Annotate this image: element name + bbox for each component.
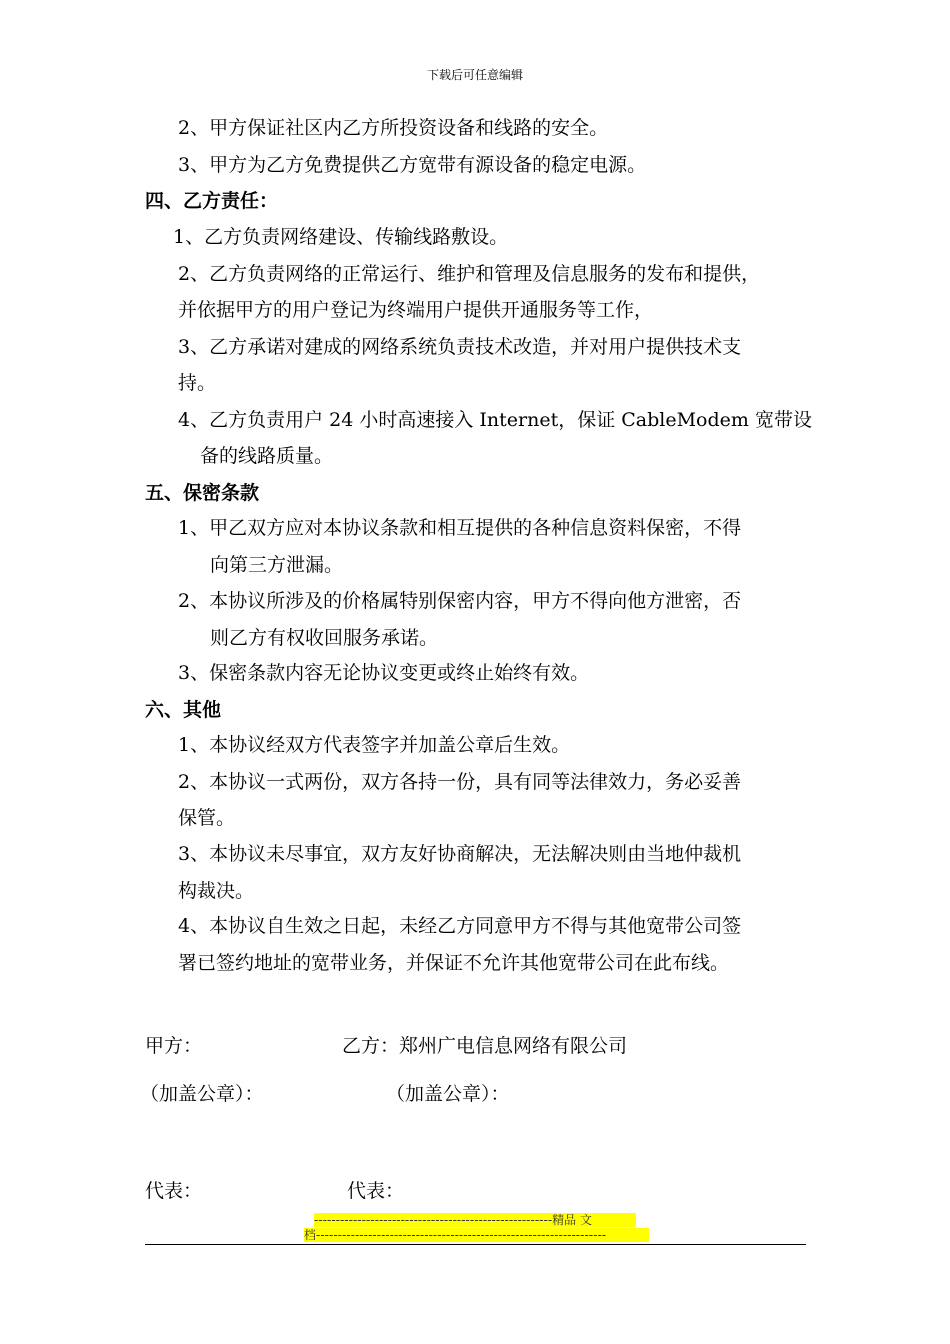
section-heading-6: 六、其他 <box>145 699 222 721</box>
footer-watermark-line1: -------------------------------------------------------精品 文 <box>314 1213 636 1227</box>
clause-d1: 1、本协议经双方代表签字并加盖公章后生效。 <box>178 734 571 756</box>
party-b-seal: （加盖公章）： <box>386 1083 510 1105</box>
party-b-label: 乙方：郑州广电信息网络有限公司 <box>342 1035 628 1057</box>
clause-a3: 3、甲方为乙方免费提供乙方宽带有源设备的稳定电源。 <box>178 154 647 176</box>
clause-b1: 1、乙方负责网络建设、传输线路敷设。 <box>173 226 509 248</box>
clause-b3: 3、乙方承诺对建成的网络系统负责技术改造，并对用户提供技术支 <box>178 336 742 358</box>
footer-watermark-line2: 档------------------------------------------------------------------- <box>304 1228 649 1242</box>
clause-c2: 2、本协议所涉及的价格属特别保密内容，甲方不得向他方泄密，否 <box>178 590 742 612</box>
party-a-label: 甲方： <box>145 1035 203 1057</box>
party-b-representative: 代表： <box>347 1180 405 1202</box>
clause-d3: 3、本协议未尽事宜，双方友好协商解决，无法解决则由当地仲裁机 <box>178 843 742 865</box>
clause-c1-cont: 向第三方泄漏。 <box>210 554 344 576</box>
clause-b2: 2、乙方负责网络的正常运行、维护和管理及信息服务的发布和提供， <box>178 263 761 285</box>
clause-c3: 3、保密条款内容无论协议变更或终止始终有效。 <box>178 662 590 684</box>
clause-d4-cont: 署已签约地址的宽带业务，并保证不允许其他宽带公司在此布线。 <box>178 952 730 974</box>
section-heading-4: 四、乙方责任： <box>145 190 279 212</box>
clause-a2: 2、甲方保证社区内乙方所投资设备和线路的安全。 <box>178 117 609 139</box>
clause-c2-cont: 则乙方有权收回服务承诺。 <box>210 627 439 649</box>
section-heading-5: 五、保密条款 <box>145 482 260 504</box>
clause-d2: 2、本协议一式两份，双方各持一份，具有同等法律效力，务必妥善 <box>178 771 742 793</box>
clause-c1: 1、甲乙双方应对本协议条款和相互提供的各种信息资料保密，不得 <box>178 517 742 539</box>
clause-b2-cont: 并依据甲方的用户登记为终端用户提供开通服务等工作， <box>178 299 654 321</box>
clause-d3-cont: 构裁决。 <box>178 880 255 902</box>
clause-d4: 4、本协议自生效之日起，未经乙方同意甲方不得与其他宽带公司签 <box>178 915 742 937</box>
page-header: 下载后可任意编辑 <box>426 68 523 82</box>
footer-divider <box>145 1244 806 1245</box>
party-a-seal: （加盖公章）： <box>140 1083 264 1105</box>
clause-b4: 4、乙方负责用户 24 小时高速接入 Internet，保证 CableModem 宽带设 <box>178 409 812 431</box>
party-a-representative: 代表： <box>145 1180 203 1202</box>
clause-b4-cont: 备的线路质量。 <box>200 445 334 467</box>
clause-d2-cont: 保管。 <box>178 807 236 829</box>
clause-b3-cont: 持。 <box>178 372 217 394</box>
